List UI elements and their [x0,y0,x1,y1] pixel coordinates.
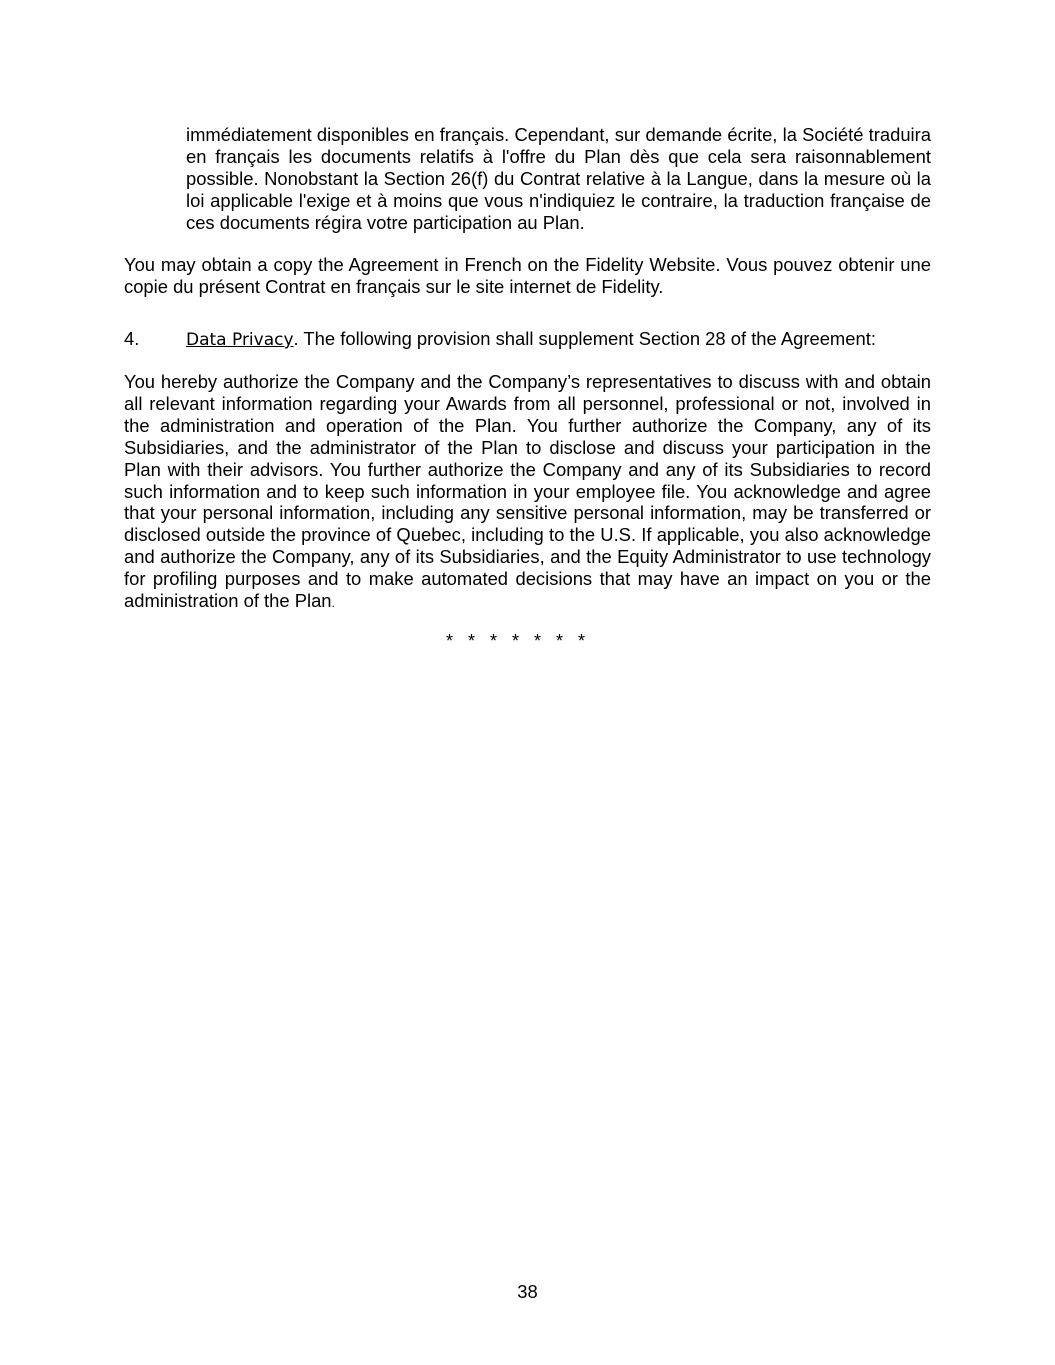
authorization-end: . [331,596,335,611]
french-copy-paragraph: You may obtain a copy the Agreement in French on the Fidelity Website. Vous pouvez obtenir une copie du présent Contrat en français sur le site internet de Fidelity. [124,254,931,297]
section-separator: * * * * * * * [446,631,586,651]
authorization-paragraph [124,371,931,615]
section-title: Data Privacy [186,330,294,350]
french-translation-paragraph: immédiatement disponibles en français. Cependant, sur demande écrite, la Société traduira en français les documents relatifs à l'offre du Plan dès que cela sera raisonnablement possible. Nonobstant la Section 26(f) du Contrat relative à la Langue, dans la mesure où la loi applicable l'exige et à moins que vous n'indiquiez le contraire, la traduction française de ces documents régira votre participation au Plan. [186,124,931,233]
page-number: 38 [517,1281,538,1302]
section-text: . The following provision shall supplement Section 28 of the Agreement: [293,328,876,349]
section-number: 4. [124,328,140,349]
authorization-text: You hereby authorize the Company and the Company’s representatives to discuss with and obtain all relevant information regarding your Awards from all personnel, professional or not, involved in the administration and operation of the Plan. You further authorize the Company, any of its Subsidiaries, and the administrator of the Plan to disclose and discuss your participation in the Plan with their advisors. You further authorize the Company and any of its Subsidiaries to record such information and to keep such information in your employee file. You acknowledge and agree that your personal information, including any sensitive personal information, may be transferred or disclosed outside the province of Quebec, including to the U.S. If applicable, you also acknowledge and authorize the Company, any of its Subsidiaries, and the Equity Administrator to use technology for profiling purposes and to make automated decisions that may have an impact on you or the administration of the Plan [124,371,931,612]
section-heading [124,328,931,352]
